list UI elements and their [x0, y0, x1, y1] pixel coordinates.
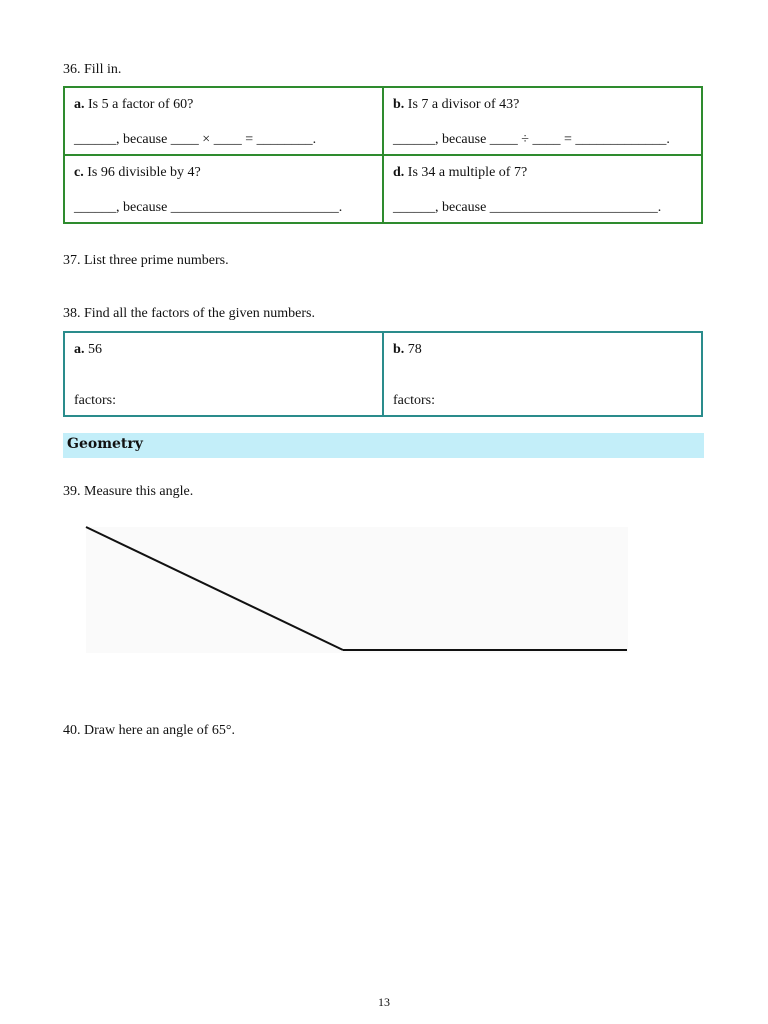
- item-question: Is 34 a multiple of 7?: [404, 165, 528, 180]
- item-letter: b.: [393, 97, 405, 112]
- question-40-label: 40. Draw here an angle of 65°.: [63, 723, 235, 738]
- answer-blank-line: ______, because ________________________.: [74, 200, 343, 215]
- question-38-label: 38. Find all the factors of the given numbers.: [63, 306, 315, 321]
- item-letter: b.: [393, 342, 405, 357]
- item-letter: d.: [393, 165, 405, 180]
- answer-blank-line: ______, because ________________________.: [393, 200, 662, 215]
- item-letter: c.: [74, 165, 84, 180]
- item-letter: a.: [74, 97, 85, 112]
- item-number: 56: [84, 342, 102, 357]
- item-question: Is 96 divisible by 4?: [83, 165, 201, 180]
- page-number: 13: [378, 995, 390, 1009]
- factors-label: factors:: [393, 393, 435, 408]
- answer-blank-line: ______, because ____ ÷ ____ = _____________.: [393, 132, 670, 147]
- factors-label: factors:: [74, 393, 116, 408]
- item-letter: a.: [74, 342, 85, 357]
- item-question: Is 5 a factor of 60?: [84, 97, 194, 112]
- question-36-label: 36. Fill in.: [63, 62, 122, 77]
- question-37-label: 37. List three prime numbers.: [63, 253, 229, 268]
- question-39-label: 39. Measure this angle.: [63, 484, 194, 499]
- item-number: 78: [404, 342, 422, 357]
- item-question: Is 7 a divisor of 43?: [404, 97, 520, 112]
- answer-blank-line: ______, because ____ × ____ = ________.: [74, 132, 317, 147]
- section-title: Geometry: [67, 436, 143, 452]
- angle-ray-slanted: [86, 527, 343, 650]
